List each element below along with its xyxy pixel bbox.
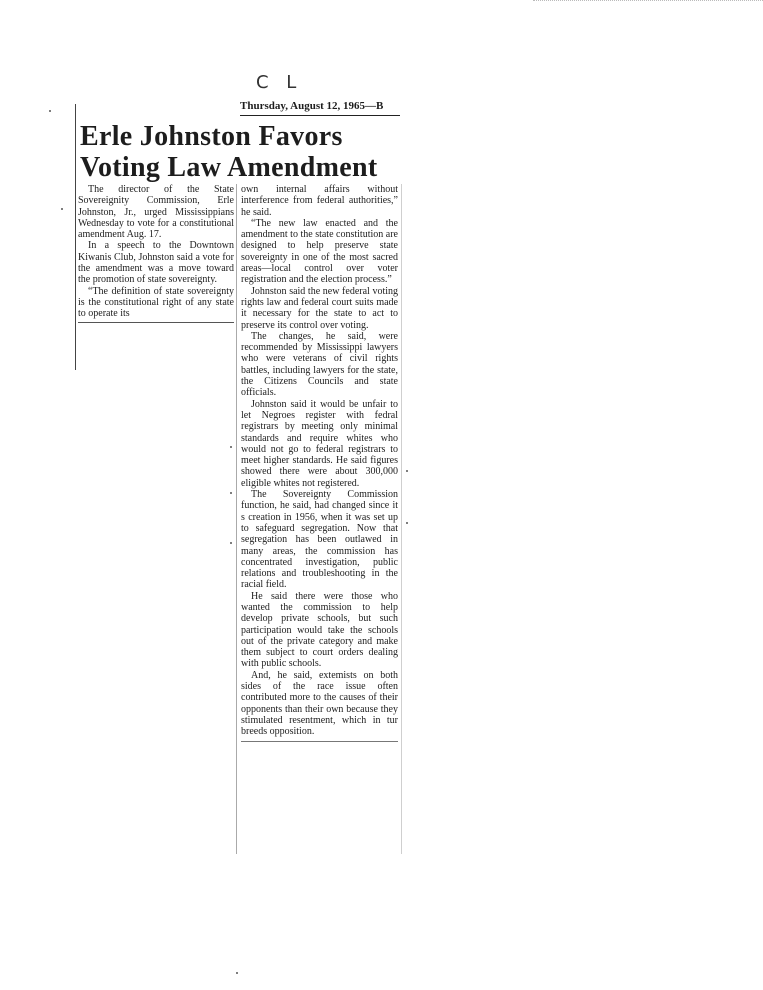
paragraph: The changes, he said, were recommended by Mississippi lawyers who were veterans of civil rights battles, including lawyers for the state, the Citizens Councils and state officials. — [241, 330, 398, 399]
scan-speck — [61, 208, 63, 210]
column-divider — [236, 184, 237, 854]
paragraph: In a speech to the Downtown Kiwanis Club, Johnston said a vote for the amendment was a move toward the promotion of state sovereignty. — [78, 240, 234, 286]
article-column-2 — [241, 184, 398, 742]
clipping-left-rule — [75, 104, 76, 370]
scan-speck — [49, 110, 51, 112]
scan-speck — [230, 446, 232, 448]
scan-speck — [230, 542, 232, 544]
scan-speck — [230, 492, 232, 494]
paragraph: Johnston said it would be unfair to let Negroes register with fedral registrars by meeting only minimal standards and require whites who would not go to federal registrars to meet higher standards. He said figures showed there were about 300,000 eligible whites not registered. — [241, 398, 398, 489]
paragraph: The Sovereignty Commission function, he said, had changed since it s creation in 1956, when it was set up to safeguard segregation. Now that segregation has been outlawed in many areas, the commission has concentrated investigation, public relations and troubleshooting in the racial field. — [241, 489, 398, 591]
paragraph: Johnston said the new federal voting rights law and federal court suits made it necessary for the state to act to preserve its control over voting. — [241, 285, 398, 331]
paragraph: own internal affairs without interference from federal authorities,” he said. — [241, 184, 398, 218]
scan-speck — [236, 972, 238, 974]
handwritten-mark: C L — [256, 72, 303, 93]
paragraph: And, he said, extemists on both sides of the race issue often contributed more to the causes of their opponents than their own because they stimulated resentment, which in tur breeds opposition. — [241, 669, 398, 738]
scan-speck — [406, 470, 408, 472]
headline-line-2: Voting Law Amendment — [80, 152, 378, 183]
paragraph: “The definition of state sovereignty is the constitutional right of any state to operate its — [78, 285, 234, 320]
headline-line-1: Erle Johnston Favors — [80, 121, 343, 152]
headline — [80, 121, 405, 183]
dateline: Thursday, August 12, 1965—B — [240, 100, 400, 116]
article-column-1 — [78, 184, 234, 323]
column-right-edge — [401, 184, 402, 854]
paragraph: The director of the State Sovereignity Commission, Erle Johnston, Jr., urged Mississippians Wednesday to vote for a constitutional amendment Aug. 17. — [78, 184, 234, 241]
scan-edge-dots — [533, 0, 763, 3]
paragraph: “The new law enacted and the amendment to the state constitution are designed to help preserve state sovereignty in one of the most sacred areas—local control over voter registration and the election process.” — [241, 217, 398, 286]
scan-speck — [406, 522, 408, 524]
paragraph: He said there were those who wanted the commission to help develop private schools, but such participation would take the schools out of the private category and make them subject to court orders dealing with public schools. — [241, 590, 398, 670]
